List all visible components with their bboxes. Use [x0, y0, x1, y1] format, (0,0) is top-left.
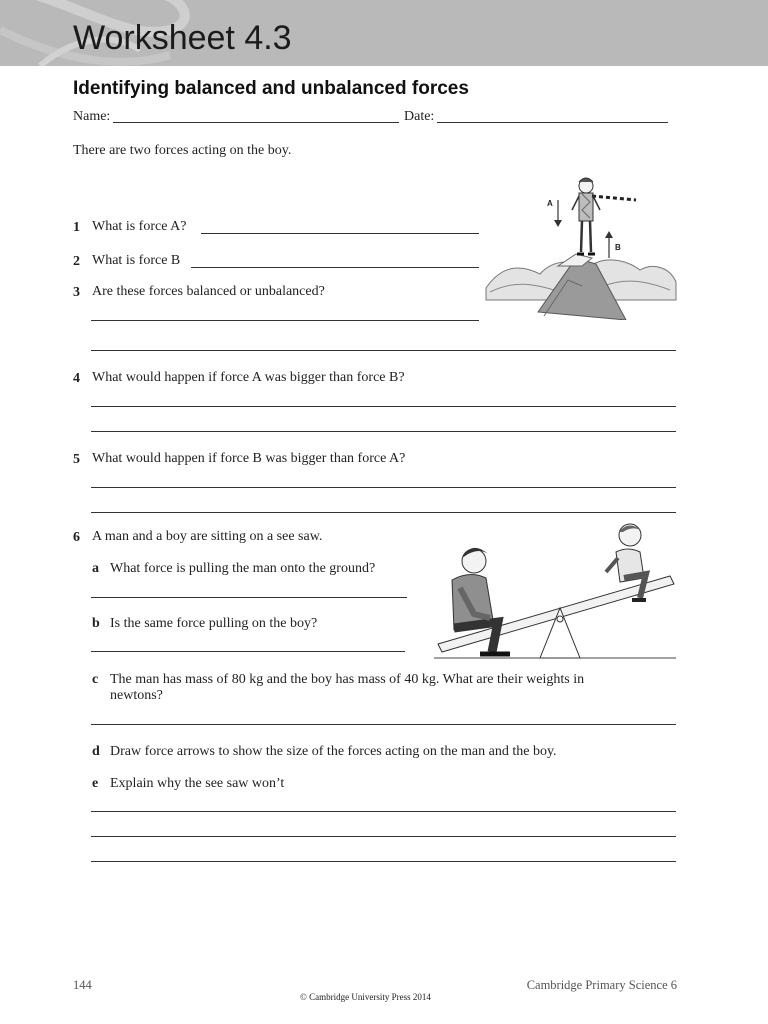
page-number: 144: [73, 978, 92, 992]
part-text: What force is pulling the man onto the ground?: [110, 561, 376, 576]
see-saw-illustration: [434, 518, 676, 660]
question-number: 3: [73, 285, 80, 300]
answer-line[interactable]: [91, 836, 676, 837]
question-text: What would happen if force B was bigger than force A?: [92, 451, 406, 466]
force-b-label: B: [615, 243, 621, 252]
date-label: Date:: [404, 109, 435, 124]
answer-line[interactable]: [91, 724, 676, 725]
answer-line[interactable]: [91, 861, 676, 862]
answer-line[interactable]: [91, 811, 676, 812]
answer-line[interactable]: [201, 233, 479, 234]
question-number: 1: [73, 220, 80, 235]
part-letter: a: [92, 561, 99, 576]
question-number: 2: [73, 254, 80, 269]
part-text-continued: newtons?: [110, 688, 163, 703]
worksheet-subtitle: Identifying balanced and unbalanced forces: [73, 78, 469, 99]
part-text: Is the same force pulling on the boy?: [110, 616, 318, 631]
answer-line[interactable]: [91, 651, 405, 652]
part-text: The man has mass of 80 kg and the boy has mass of 40 kg. What are their weights in: [110, 672, 585, 687]
question-text: A man and a boy are sitting on a see saw.: [92, 529, 323, 544]
worksheet-title: Worksheet 4.3: [73, 19, 292, 57]
question-number: 5: [73, 452, 80, 467]
name-label: Name:: [73, 109, 111, 124]
answer-line[interactable]: [91, 431, 676, 432]
boy-on-mountain-illustration: [484, 170, 678, 320]
intro-text: There are two forces acting on the boy.: [73, 143, 292, 158]
copyright-notice: © Cambridge University Press 2014: [300, 992, 431, 1002]
answer-line[interactable]: [91, 597, 407, 598]
answer-line[interactable]: [91, 512, 676, 513]
date-field[interactable]: [437, 122, 668, 123]
question-number: 6: [73, 530, 80, 545]
answer-line[interactable]: [91, 487, 676, 488]
question-text: What is force A?: [92, 219, 187, 234]
answer-line[interactable]: [91, 320, 479, 321]
part-text: Draw force arrows to show the size of the forces acting on the man and the boy.: [110, 744, 557, 759]
book-title: Cambridge Primary Science 6: [526, 978, 677, 992]
question-text: What would happen if force A was bigger than force B?: [92, 370, 405, 385]
part-letter: b: [92, 616, 100, 631]
part-letter: e: [92, 776, 99, 791]
question-text: Are these forces balanced or unbalanced?: [92, 284, 325, 299]
question-text: What is force B: [92, 253, 181, 268]
part-letter: d: [92, 744, 100, 759]
part-text: Explain why the see saw won’t: [110, 776, 285, 791]
name-field[interactable]: [113, 122, 399, 123]
force-a-label: A: [547, 199, 553, 208]
question-number: 4: [73, 371, 80, 386]
answer-line[interactable]: [91, 350, 676, 351]
answer-line[interactable]: [91, 406, 676, 407]
part-letter: c: [92, 672, 99, 687]
answer-line[interactable]: [191, 267, 479, 268]
